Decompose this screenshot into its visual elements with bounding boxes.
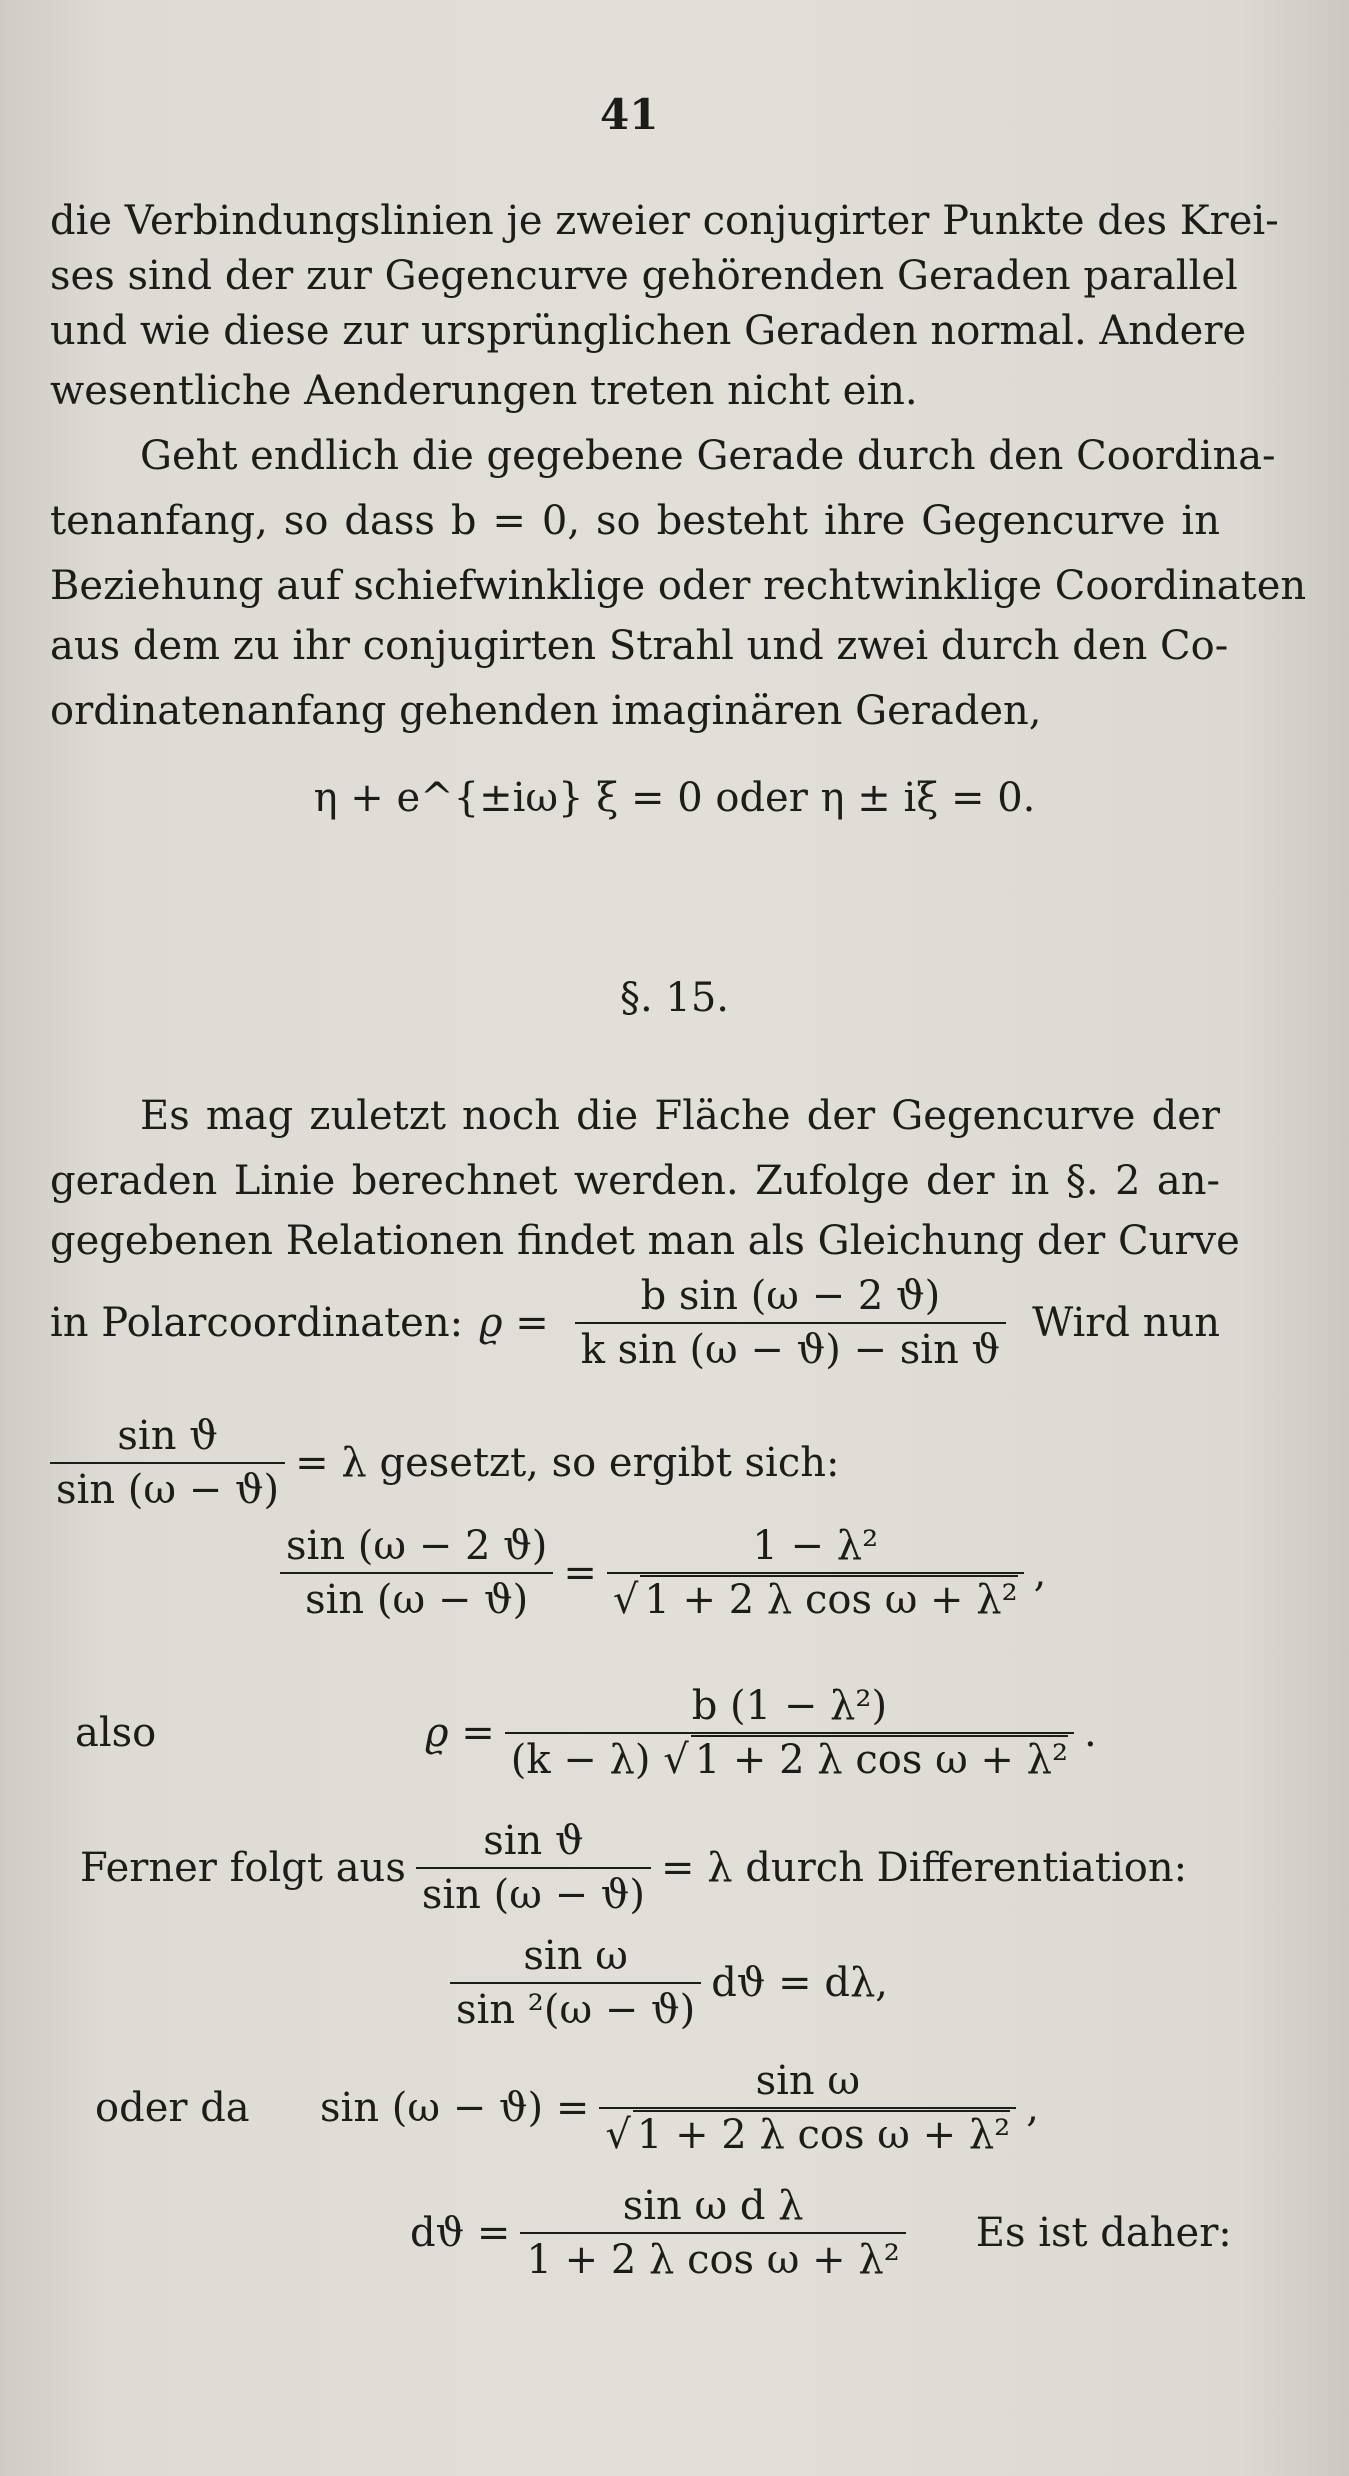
eq6-fraction (520, 2180, 905, 2286)
eq5-numerator: sin ω (599, 2055, 1016, 2109)
polar-numerator: b sin (ω − 2 ϑ) (575, 1270, 1006, 1324)
eq5-denominator: 1 + 2 λ cos ω + λ² (633, 2110, 1010, 2158)
eq2-right-numerator: 1 − λ² (607, 1520, 1024, 1574)
eq2-left-fraction (280, 1520, 553, 1626)
text-line: gegebenen Relationen findet man als Gleichung der Curve (50, 1218, 1240, 1264)
eq4-fraction (450, 1930, 701, 2036)
subst-rest: = λ gesetzt, so ergibt sich: (295, 1440, 840, 1486)
eq5-fraction (599, 2055, 1016, 2161)
eq4-numerator: sin ω (450, 1930, 701, 1984)
oder-label: oder da (95, 2085, 250, 2131)
eq2-right-denominator: 1 + 2 λ cos ω + λ² (640, 1575, 1017, 1623)
text-line: Es mag zuletzt noch die Fläche der Gegencurve der (140, 1093, 1220, 1139)
equation-6 (410, 2180, 1232, 2286)
equation-4 (440, 1930, 888, 2036)
eq3-denominator-root: 1 + 2 λ cos ω + λ² (691, 1735, 1068, 1783)
eq6-left: dϑ = (410, 2210, 511, 2256)
eq4-denominator: sin ²(ω − ϑ) (456, 1987, 696, 2033)
ferner-prefix: Ferner folgt aus (80, 1845, 406, 1891)
eq4-rest: dϑ = dλ, (711, 1960, 889, 2006)
radical-icon: √ (612, 1577, 639, 1623)
polar-prefix: in Polarcoordinaten: (50, 1300, 464, 1346)
substitution-line (50, 1410, 839, 1516)
text-line: geraden Linie berechnet werden. Zufolge der in §. 2 an- (50, 1158, 1220, 1204)
polar-suffix: Wird nun (1032, 1300, 1220, 1346)
eq3-fraction (505, 1680, 1074, 1786)
rho-symbol: ϱ (479, 1300, 503, 1346)
text-line: tenanfang, so dass b = 0, so besteht ihre Gegencurve in (50, 498, 1220, 544)
radical-icon: √ (663, 1737, 689, 1783)
eq2-right-fraction (607, 1520, 1024, 1626)
equation-2: $\frac{\sin (\omega - 2 ϑ)}{\sin (\omega - ϑ)}$ = $\frac{\text{1 − λ²}}{\text{√ 1 + 2 λ cos ω + λ²}}$ , (270, 1520, 1046, 1626)
ferner-fraction (416, 1815, 651, 1921)
text-line: die Verbindungslinien je zweier conjugirter Punkte des Krei- (50, 198, 1279, 244)
text-line: wesentliche Aenderungen treten nicht ein. (50, 368, 918, 414)
eq5-left: sin (ω − ϑ) = (320, 2085, 590, 2131)
eq6-denominator: 1 + 2 λ cos ω + λ² (526, 2237, 900, 2283)
equation-1: η + e^{±iω} ξ = 0 oder η ± iξ = 0. (313, 775, 1036, 821)
subst-denominator: sin (ω − ϑ) (56, 1467, 280, 1513)
subst-fraction (50, 1410, 285, 1516)
eq6-suffix: Es ist daher: (975, 2210, 1232, 2256)
text-line: aus dem zu ihr conjugirten Strahl und zwei durch den Co- (50, 623, 1229, 669)
polar-fraction (575, 1270, 1006, 1376)
ferner-denominator: sin (ω − ϑ) (421, 1872, 646, 1918)
eq6-numerator: sin ω d λ (520, 2180, 905, 2234)
text-line: Geht endlich die gegebene Gerade durch den Coordina- (140, 433, 1276, 479)
text-line: ses sind der zur Gegencurve gehörenden Geraden parallel (50, 253, 1238, 299)
eq3-denominator-factor: (k − λ) (510, 1737, 651, 1783)
text-line: und wie diese zur ursprünglichen Geraden normal. Andere (50, 308, 1247, 354)
ferner-line (80, 1815, 1187, 1921)
eq2-left-denominator: sin (ω − ϑ) (305, 1577, 529, 1623)
subst-numerator: sin ϑ (50, 1410, 285, 1464)
rho-symbol: ϱ (425, 1710, 449, 1756)
also-label: also (75, 1710, 157, 1756)
eq3-numerator: b (1 − λ²) (505, 1680, 1074, 1734)
page-number: 41 (600, 90, 659, 139)
equation-5: oder da sin (ω − ϑ) = $\frac{\text{sin ω}}{\text{√ 1 + 2 λ cos ω + λ²}}$ , (95, 2055, 1039, 2161)
ferner-numerator: sin ϑ (416, 1815, 651, 1869)
section-heading: §. 15. (619, 975, 730, 1021)
polar-denominator: k sin (ω − ϑ) − sin ϑ (580, 1327, 1001, 1373)
text-line: ordinatenanfang gehenden imaginären Geraden, (50, 688, 1042, 734)
eq2-left-numerator: sin (ω − 2 ϑ) (280, 1520, 553, 1574)
radical-icon: √ (605, 2112, 631, 2158)
polar-equation-line: in Polarcoordinaten: ϱ = $\frac{\text{b sin (ω − 2 ϑ)}}{\text{k sin (ω − ϑ) − sin ϑ}}$ Wird nun (50, 1270, 1220, 1376)
text-line: Beziehung auf schiefwinklige oder rechtwinklige Coordinaten (50, 563, 1307, 609)
ferner-suffix: = λ durch Differentiation: (661, 1845, 1188, 1891)
equation-3: also ϱ = $\frac{\text{b (1 − λ²)}}{\text{(k − λ) √ 1 + 2 λ cos ω + λ²}}$ . (75, 1680, 1097, 1786)
